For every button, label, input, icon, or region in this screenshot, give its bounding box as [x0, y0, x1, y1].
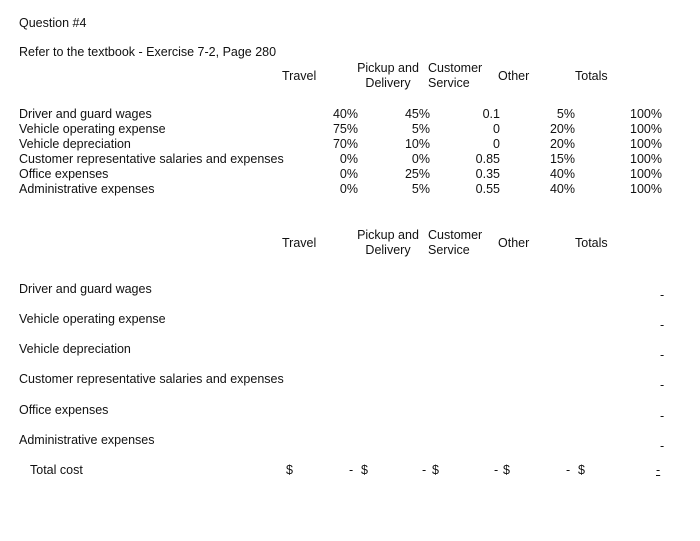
cell-travel: 0% — [339, 182, 358, 196]
cell-other: 20% — [549, 137, 575, 151]
table-row-label: Administrative expenses — [19, 182, 155, 196]
cell-other: 5% — [556, 107, 575, 121]
cell-pickup: 10% — [404, 137, 430, 151]
table-row-label: Vehicle depreciation — [19, 137, 131, 151]
cell-other: 20% — [549, 122, 575, 136]
cell-travel: 40% — [332, 107, 358, 121]
total-dash: - — [656, 463, 661, 477]
cell-totals: 100% — [630, 167, 662, 181]
currency-symbol: $ — [503, 463, 510, 477]
header-other: Other — [498, 69, 530, 83]
header-travel: Travel — [282, 69, 317, 83]
table-row-label: Office expenses — [19, 167, 109, 181]
cell-totals: 100% — [630, 122, 662, 136]
row-total-dash: - — [660, 378, 665, 392]
cell-customer: 0.1 — [482, 107, 500, 121]
header-other: Other — [498, 236, 530, 250]
cell-totals: 100% — [630, 182, 662, 196]
dash-value: - — [422, 463, 427, 477]
cell-pickup: 5% — [411, 122, 430, 136]
table-row-label: Vehicle operating expense — [19, 312, 166, 326]
header-pickup-delivery: Pickup and Delivery — [357, 61, 419, 90]
header-totals: Totals — [575, 236, 608, 250]
cell-pickup: 25% — [404, 167, 430, 181]
row-total-dash: - — [660, 348, 665, 362]
exercise-reference: Refer to the textbook - Exercise 7-2, Page 280 — [19, 45, 277, 59]
cell-customer: 0.35 — [475, 167, 500, 181]
question-title: Question #4 — [19, 16, 87, 30]
row-total-dash: - — [660, 409, 665, 423]
cell-customer: 0.55 — [475, 182, 500, 196]
currency-symbol: $ — [432, 463, 439, 477]
row-total-dash: - — [660, 288, 665, 302]
table-row-label: Office expenses — [19, 403, 109, 417]
header-customer-service: Customer Service — [428, 228, 483, 257]
cell-totals: 100% — [630, 137, 662, 151]
cell-customer: 0.85 — [475, 152, 500, 166]
cell-travel: 0% — [339, 152, 358, 166]
table-row-label: Administrative expenses — [19, 433, 155, 447]
cell-pickup: 0% — [411, 152, 430, 166]
total-cost-label: Total cost — [30, 463, 83, 477]
header-travel: Travel — [282, 236, 317, 250]
dash-value: - — [494, 463, 499, 477]
row-total-dash: - — [660, 318, 665, 332]
cell-customer: 0 — [493, 137, 500, 151]
currency-symbol: $ — [286, 463, 293, 477]
cell-pickup: 5% — [411, 182, 430, 196]
cell-customer: 0 — [493, 122, 500, 136]
cell-totals: 100% — [630, 107, 662, 121]
table-row-label: Driver and guard wages — [19, 107, 152, 121]
cell-other: 40% — [549, 167, 575, 181]
cell-travel: 0% — [339, 167, 358, 181]
table-row-label: Customer representative salaries and expenses — [19, 372, 284, 386]
cell-other: 40% — [549, 182, 575, 196]
dash-value: - — [566, 463, 571, 477]
header-totals: Totals — [575, 69, 608, 83]
table-row-label: Vehicle depreciation — [19, 342, 131, 356]
header-customer-service: Customer Service — [428, 61, 483, 90]
currency-symbol: $ — [361, 463, 368, 477]
table-row-label: Customer representative salaries and expenses — [19, 152, 284, 166]
table-row-label: Vehicle operating expense — [19, 122, 166, 136]
dash-value: - — [349, 463, 354, 477]
row-total-dash: - — [660, 439, 665, 453]
cell-totals: 100% — [630, 152, 662, 166]
header-pickup-delivery: Pickup and Delivery — [357, 228, 419, 257]
table-row-label: Driver and guard wages — [19, 282, 152, 296]
currency-symbol: $ — [578, 463, 585, 477]
cell-pickup: 45% — [404, 107, 430, 121]
cell-travel: 75% — [332, 122, 358, 136]
cell-travel: 70% — [332, 137, 358, 151]
cell-other: 15% — [549, 152, 575, 166]
